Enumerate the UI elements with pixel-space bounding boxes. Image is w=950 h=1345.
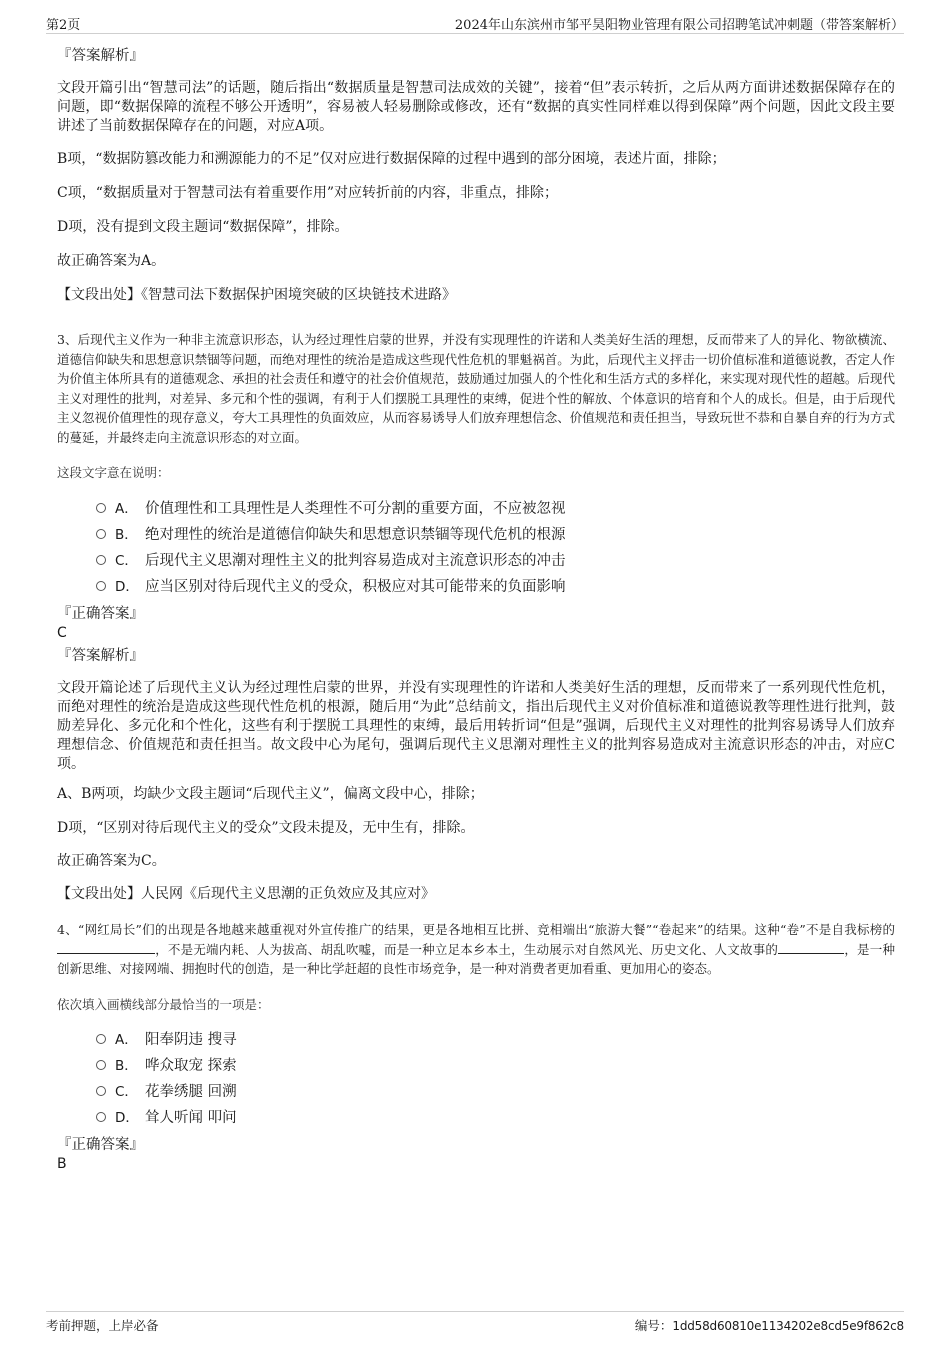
q3-analysis-main: 文段开篇论述了后现代主义认为经过理性启蒙的世界，并没有实现理性的许诺和人类美好生活的理想，反而带来了一系列现代性危机，而绝对理性的统治是造成这些现代性危机的根源，随后用“为此”总结前文，指出后现代主义对价值标准和道德说教等理性进行批判，鼓励差异化、多元化和个性化，这些有利于摆脱工具理性的束缚，最后用转折词“但是”强调，后现代主义对理性的批判容易诱导人们放弃理想信念、价值规范和责任担当。故文段中心为尾句，强调后现代主义思潮对理性主义的批判容易造成对主流意识形态的冲击，对应C项。 [57,680,895,772]
q3-source: 【文段出处】人民网《后现代主义思潮的正负效应及其应对》 [57,886,435,902]
option-letter: C． [115,553,138,569]
q3-option-b[interactable] [96,525,896,545]
q3-analysis-ab: A、B两项，均缺少文段主题词“后现代主义”，偏离文段中心，排除； [57,786,484,802]
q2-analysis-d: D项，没有提到文段主题词“数据保障”，排除。 [57,219,349,235]
option-letter: A． [115,1032,138,1048]
q4-answer-label: 『正确答案』 [57,1137,144,1153]
q2-analysis-c: C项，“数据质量对于智慧司法有着重要作用”对应转折前的内容，非重点，排除； [57,185,559,201]
footer-divider [46,1311,904,1312]
q3-option-c[interactable] [96,551,896,571]
q2-analysis-main: 文段开篇引出“智慧司法”的话题，随后指出“数据质量是智慧司法成效的关键”，接着“但”表示转折，之后从两方面讲述数据保障存在的问题，即“数据保障的流程不够公开透明”，容易被人轻易删除或修改，还有“数据的真实性同样难以得到保障”两个问题，因此文段主要讲述了当前数据保障存在的问题，对应A项。 [57,80,895,134]
q4-text-part1: 4、“网红局长”们的出现是各地越来越重视对外宣传推广的结果，更是各地相互比拼、竞相端出“旅游大餐”“卷起来”的结果。这种“卷”不是自我标榜的 [57,922,895,937]
option-letter: A． [115,501,138,517]
option-text: 绝对理性的统治是道德信仰缺失和思想意识禁锢等现代危机的根源 [145,527,566,543]
q2-source: 【文段出处】《智慧司法下数据保护困境突破的区块链技术进路》 [57,287,456,303]
page-number: 第2页 [46,18,81,33]
radio-button-icon[interactable] [96,555,106,565]
option-letter: B． [115,1058,138,1074]
q4-option-d[interactable] [96,1108,896,1128]
radio-button-icon[interactable] [96,503,106,513]
option-text: 花拳绣腿 回溯 [145,1084,237,1100]
footer-code [635,1316,904,1334]
option-text: 应当区别对待后现代主义的受众，积极应对其可能带来的负面影响 [145,579,566,595]
q3-analysis-d: D项，“区别对待后现代主义的受众”文段未提及，无中生有，排除。 [57,820,475,836]
radio-button-icon[interactable] [96,1086,106,1096]
option-text: 哗众取宠 探索 [145,1058,237,1074]
footer-code-value: 1dd58d60810e1134202e8cd5e9f862c8 [672,1319,904,1333]
radio-button-icon[interactable] [96,1112,106,1122]
radio-button-icon[interactable] [96,529,106,539]
q3-analysis-label: 『答案解析』 [57,648,144,664]
fill-blank-2 [778,941,844,954]
option-text: 耸人听闻 叩问 [145,1110,237,1126]
q4-prompt: 依次填入画横线部分最恰当的一项是： [57,997,270,1012]
q4-question-text [57,920,895,979]
option-letter: B． [115,527,138,543]
footer-slogan: 考前押题，上岸必备 [46,1318,159,1333]
q3-prompt: 这段文字意在说明： [57,465,170,480]
q3-conclusion: 故正确答案为C。 [57,853,166,869]
q2-conclusion: 故正确答案为A。 [57,253,166,269]
header-divider [46,33,904,34]
option-text: 后现代主义思潮对理性主义的批判容易造成对主流意识形态的冲击 [145,553,566,569]
radio-button-icon[interactable] [96,1060,106,1070]
q4-option-a[interactable] [96,1030,896,1050]
q4-text-part3: ，是一种创新思维、对接网端、拥抱时代的创造，是一种比学赶超的良性市场竞争，是一种对消费者更加看重、更加用心的姿态。 [57,941,895,976]
page-footer [46,1316,904,1334]
fill-blank-1 [57,941,155,954]
q3-option-a[interactable] [96,499,896,519]
q3-answer: C [57,625,67,641]
radio-button-icon[interactable] [96,581,106,591]
q3-question-text: 3、后现代主义作为一种非主流意识形态，认为经过理性启蒙的世界，并没有实现理性的许诺和人类美好生活的理想，反而带来了人的异化、物欲横流、道德信仰缺失和思想意识禁锢等问题，而绝对理性的统治是造成这些现代性危机的罪魁祸首。为此，后现代主义抨击一切价值标准和道德说教，否定人作为价值主体所具有的道德观念、承担的社会责任和遵守的社会价值规范，鼓励通过加强人的个性化和生活方式的多样化，来实现对现代性的超越。后现代主义对理性的批判，对差异、多元和个性的强调，有利于人们摆脱工具理性的束缚，促进个性的解放、个体意识的培育和个人的成长。但是，由于后现代主义忽视价值理性的现存意义，夸大工具理性的负面效应，从而容易诱导人们放弃理想信念、价值规范和责任担当，导致玩世不恭和自暴自弃的行为方式的蔓延，并最终走向主流意识形态的对立面。 [57,332,895,445]
option-letter: D． [115,579,139,595]
q2-analysis-b: B项，“数据防篡改能力和溯源能力的不足”仅对应进行数据保障的过程中遇到的部分困境，表述片面，排除； [57,151,726,167]
option-letter: D． [115,1110,139,1126]
option-text: 阳奉阴违 搜寻 [145,1032,237,1048]
q3-answer-label: 『正确答案』 [57,606,144,622]
option-letter: C． [115,1084,138,1100]
q4-answer: B [57,1156,67,1172]
footer-code-label: 编号： [634,1318,673,1333]
document-title: 2024年山东滨州市邹平昊阳物业管理有限公司招聘笔试冲刺题（带答案解析） [454,18,904,33]
q2-analysis-label: 『答案解析』 [57,48,144,64]
option-text: 价值理性和工具理性是人类理性不可分割的重要方面，不应被忽视 [145,501,566,517]
q4-text-part2: ，不是无端内耗、人为拔高、胡乱吹嘘，而是一种立足本乡本土，生动展示对自然风光、历史文化、人文故事的 [155,941,779,957]
q3-option-d[interactable] [96,577,896,597]
page-header [46,14,904,32]
radio-button-icon[interactable] [96,1034,106,1044]
q4-option-b[interactable] [96,1056,896,1076]
q4-option-c[interactable] [96,1082,896,1102]
